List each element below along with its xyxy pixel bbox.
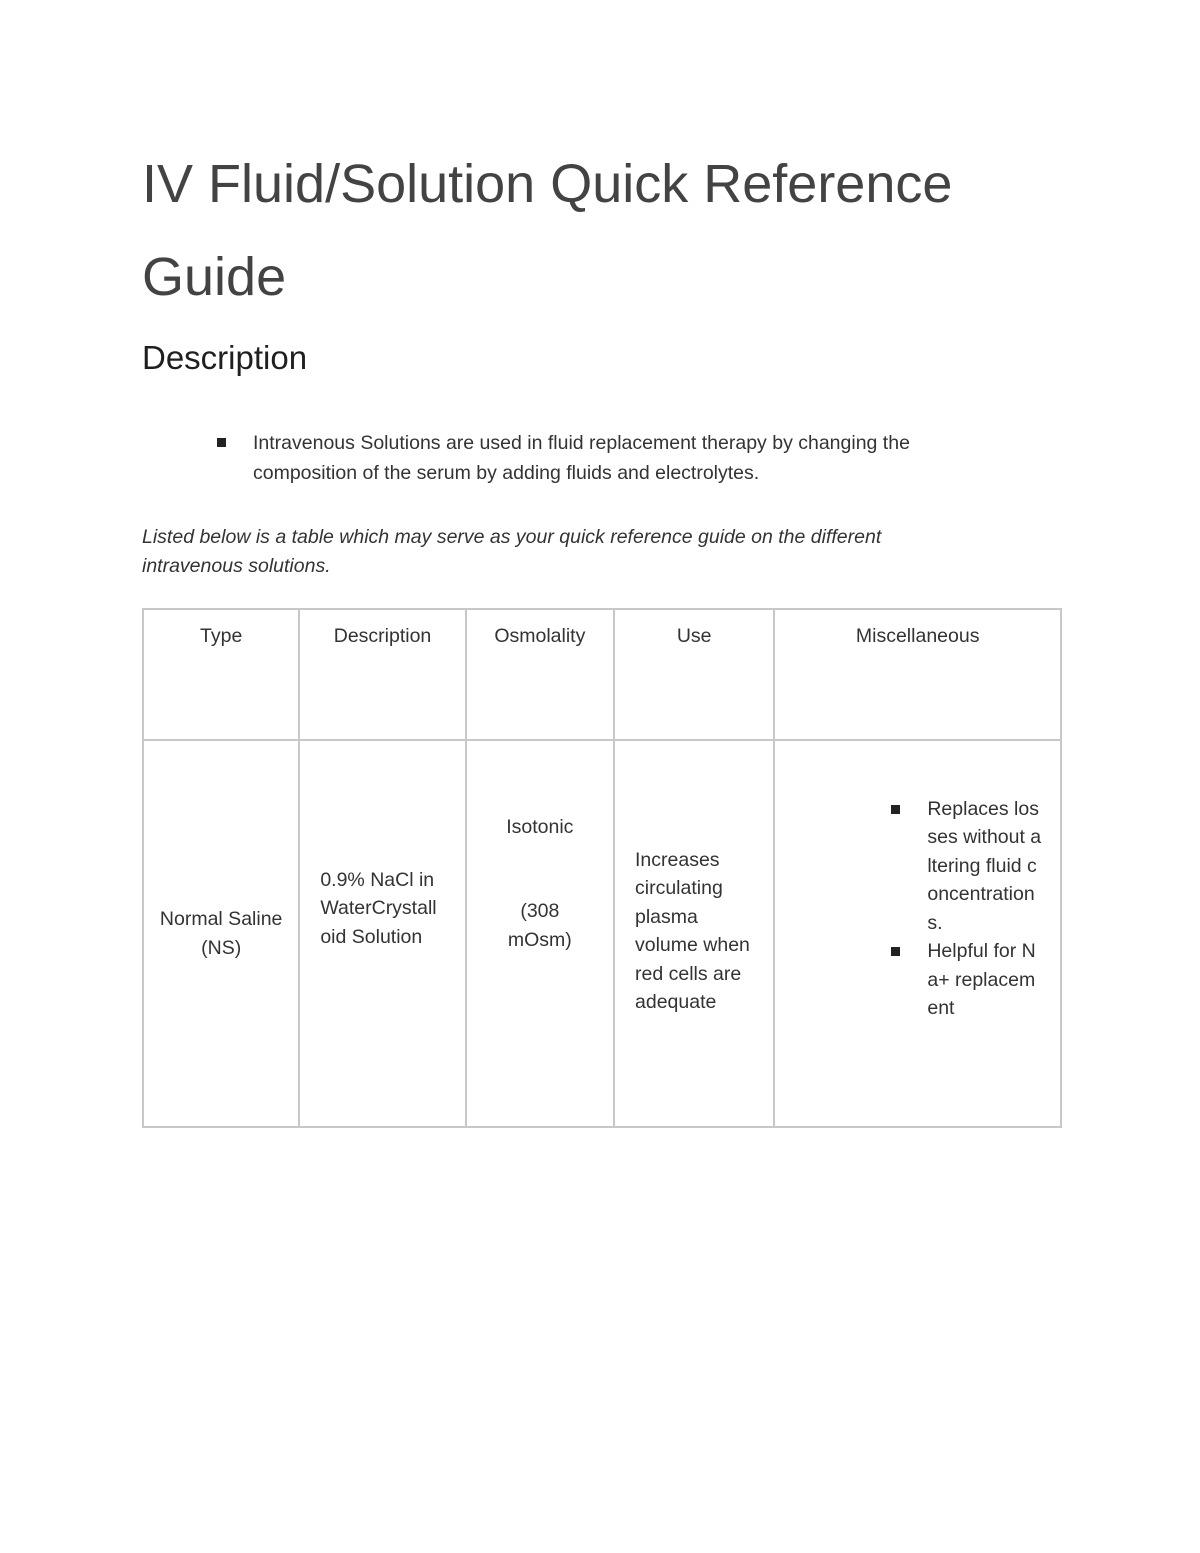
type-text: Normal Saline (NS): [159, 908, 283, 959]
use-text: Increases circulating plasma volume when red cells are adequate: [635, 848, 750, 1013]
list-item: [891, 795, 1044, 938]
document-title: IV Fluid/Solution Quick Reference Guide: [142, 154, 953, 307]
square-bullet-icon: [891, 805, 900, 814]
square-bullet-icon: [891, 947, 900, 956]
cell-type: [143, 740, 299, 1127]
description-bullet-list: [217, 428, 997, 488]
cell-miscellaneous: [774, 740, 1061, 1127]
cell-osmolality: [466, 740, 614, 1127]
misc-text: Helpful for Na+ replacement: [927, 940, 1036, 1019]
section-heading-description: Description: [142, 339, 308, 376]
header-type: Type: [143, 609, 299, 740]
cell-description: [299, 740, 465, 1127]
description-text: 0.9% NaCl in WaterCrystalloid Solution: [320, 868, 437, 948]
square-bullet-icon: [217, 438, 226, 447]
misc-bullet-list: [795, 795, 1044, 1023]
list-item: [217, 428, 997, 488]
header-miscellaneous: Miscellaneous: [774, 609, 1061, 740]
osmolality-value: (308 mOsm): [507, 900, 572, 951]
header-osmolality: Osmolality: [466, 609, 614, 740]
table-row: [143, 740, 1061, 1127]
cell-use: [614, 740, 774, 1127]
table-header-row: [143, 609, 1061, 740]
header-description: Description: [299, 609, 465, 740]
intro-paragraph: Listed below is a table which may serve as your quick reference guide on the different intravenous solutions.: [142, 526, 882, 577]
list-item: [891, 937, 1044, 1023]
osmolality-text: Isotonic: [506, 815, 574, 838]
header-use: Use: [614, 609, 774, 740]
bullet-text: Intravenous Solutions are used in fluid replacement therapy by changing the composition of the serum by adding fluids and electrolytes.: [253, 432, 910, 484]
misc-text: Replaces losses without altering fluid concentrations.: [927, 797, 1042, 934]
reference-table: [142, 608, 1062, 1128]
